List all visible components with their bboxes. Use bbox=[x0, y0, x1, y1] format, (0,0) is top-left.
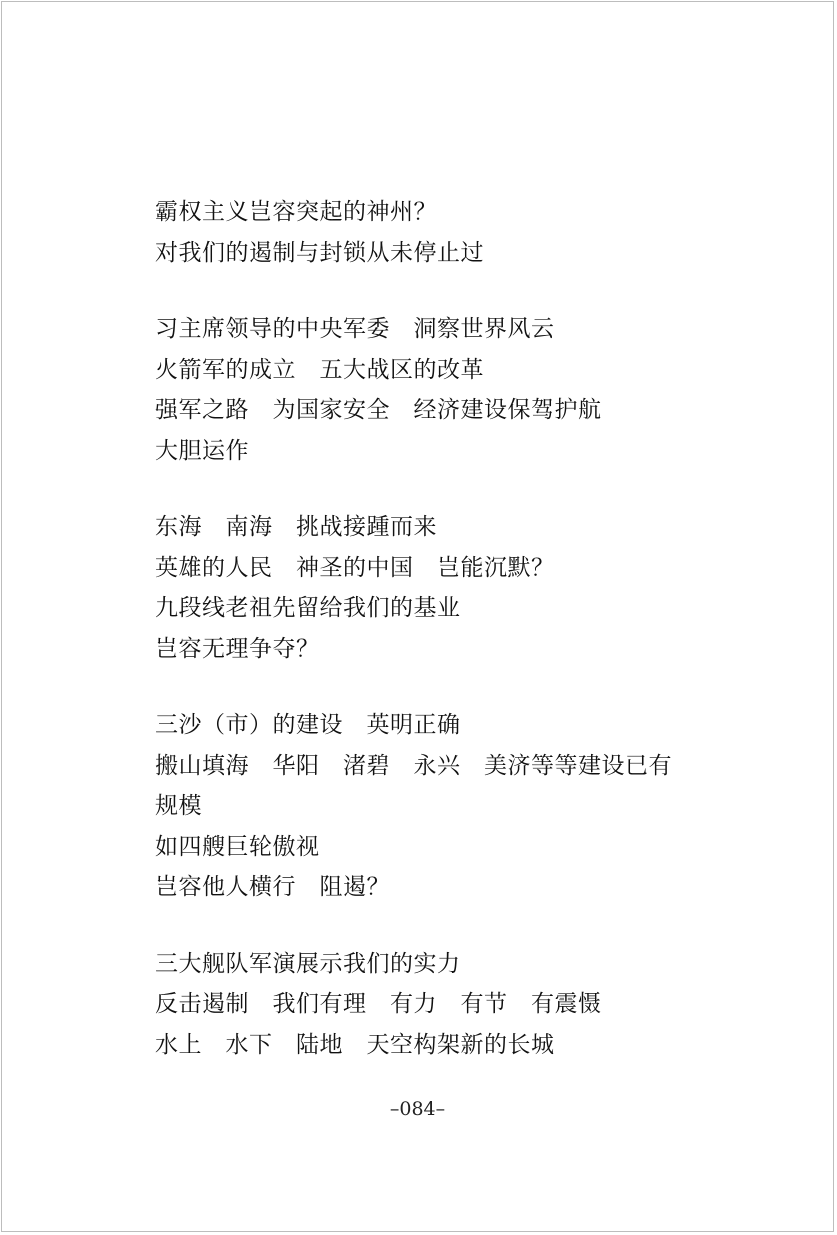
poem-line: 三沙（市）的建设 英明正确 bbox=[155, 712, 461, 738]
stanza-gap bbox=[155, 273, 755, 309]
poem-line: 霸权主义岂容突起的神州？ bbox=[155, 199, 437, 225]
poem-line: 习主席领导的中央军委 洞察世界风云 bbox=[155, 316, 555, 342]
poem-line: 火箭军的成立 五大战区的改革 bbox=[155, 356, 484, 383]
stanza-gap bbox=[155, 471, 755, 507]
poem-body bbox=[155, 192, 755, 1065]
poem-line: 搬山填海 华阳 渚碧 永兴 美济等等建设已有 bbox=[155, 752, 672, 779]
page-number: –084– bbox=[389, 1098, 446, 1120]
poem-line: 规模 bbox=[155, 793, 202, 819]
stanza-gap bbox=[155, 908, 755, 944]
poem-line: 三大舰队军演展示我们的实力 bbox=[155, 950, 461, 977]
poem-line: 九段线老祖先留给我们的基业 bbox=[155, 595, 461, 621]
stanza-gap bbox=[155, 669, 755, 705]
poem-line: 岂容他人横行 阻遏？ bbox=[155, 874, 390, 900]
poem-line: 英雄的人民 神圣的中国 岂能沉默？ bbox=[155, 554, 555, 581]
stanza-3 bbox=[155, 507, 755, 669]
stanza-1 bbox=[155, 192, 755, 273]
poem-line: 如四艘巨轮傲视 bbox=[155, 833, 320, 860]
stanza-2 bbox=[155, 309, 755, 471]
poem-line: 强军之路 为国家安全 经济建设保驾护航 bbox=[155, 397, 602, 423]
stanza-4 bbox=[155, 705, 755, 908]
stanza-5 bbox=[155, 944, 755, 1066]
poem-line: 大胆运作 bbox=[155, 437, 249, 464]
poem-line: 反击遏制 我们有理 有力 有节 有震慑 bbox=[155, 991, 602, 1017]
poem-line: 水上 水下 陆地 天空构架新的长城 bbox=[155, 1031, 555, 1058]
poem-line: 岂容无理争夺？ bbox=[155, 635, 320, 662]
document-page bbox=[1, 1, 834, 1232]
poem-line: 对我们的遏制与封锁从未停止过 bbox=[155, 239, 484, 266]
poem-line: 东海 南海 挑战接踵而来 bbox=[155, 514, 437, 540]
